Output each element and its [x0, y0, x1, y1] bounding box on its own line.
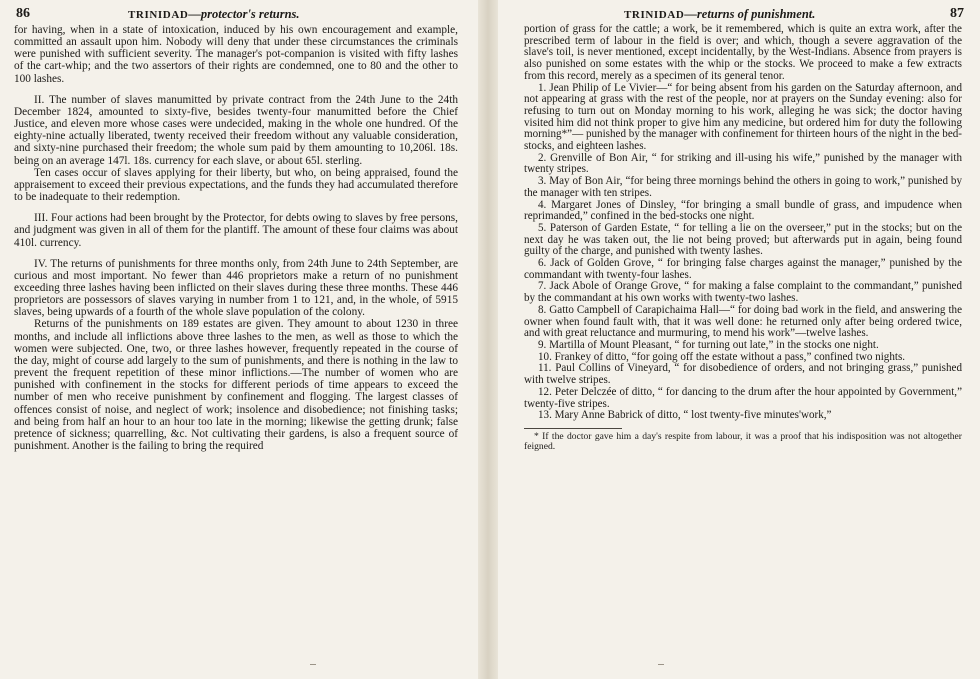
right-page-header: [524, 7, 964, 23]
left-page-body: [14, 24, 458, 452]
list-item: 13. Mary Anne Babrick of ditto, “ lost twenty-five minutes'work,”: [538, 409, 832, 422]
list-item: 2. Grenville of Bon Air, “ for striking and ill-using his wife,” punished by the manager with twenty stripes.: [524, 151, 962, 176]
right-page-body: [524, 24, 962, 453]
list-item: 7. Jack Abole of Orange Grove, “ for making a false complaint to the commandant,” punished by the commandant at his own works with twenty-two lashes.: [524, 280, 962, 305]
left-page-header: [16, 7, 458, 23]
running-head-italic: —protector's returns.: [188, 7, 300, 21]
paragraph-intro: portion of grass for the cattle; a work, be it remembered, which is quite an extra work, after the prescribed term of labour in the field is over; and which, though a severe aggravation of the slave's toil, is never mentioned, except incidentally, by the West-Indians. Absence from prayers is also punished on some estates with the whip or the stocks. We proceed to make a few extracts from this record, merely as a specimen of its general tenor.: [524, 23, 962, 82]
left-page: [0, 0, 478, 679]
list-item: 4. Margaret Jones of Dinsley, “for bringing a small bundle of grass, and impudence when reprimanded,” confined in the bed-stocks one night.: [524, 198, 962, 223]
list-item: 9. Martilla of Mount Pleasant, “ for turning out late,” in the stocks one night.: [538, 338, 879, 351]
paragraph-punishments: Returns of the punishments on 189 estates are given. They amount to about 1230 in three months, and include all inflictions above three lashes to the men, as well as those to which the women were subjected. One, two, or three lashes however, frequently repeated in the course of the day, might of course add largely to the sum of punishments, and there is nothing in the law to prevent the frequent repetition of these minor inflictions.—The number of women who are punished with confinement in the stocks for different periods of time appears to exceed the number of men who receive punishment by confinement and flogging. The largest classes of offences consist of noise, and neglect of work; insolence and disobedience; not finishing tasks; and being from half an hour to an hour too late in the morning; likewise the getting drunk; false pretence of sickness; quarrelling, &c. Not cultivating their gardens, is also a frequent source of punishment. Another is the failing to bring the required: [14, 318, 458, 452]
list-item: 3. May of Bon Air, “for being three mornings behind the others in going to work,” punished by the manager with ten stripes.: [524, 175, 962, 199]
list-item: 6. Jack of Golden Grove, “ for bringing false charges against the manager,” punished by the commandant with twenty-four lashes.: [524, 257, 962, 281]
list-item: 1. Jean Philip of Le Vivier—“ for being absent from his garden on the Saturday afternoon, and not appearing at grass with the rest of the people, nor at prayers on the Sunday evening: also for refusing to turn out on Monday morning to his work, alleging he was sick; the doctor having visited him did not think proper to give him any medicine, but ordered him for duty the following morning*”— punished by the manager with confinement for thirteen hours of the night in the bed-stocks, and eighteen lashes.: [524, 81, 962, 153]
paragraph-continuation: for having, when in a state of intoxication, induced by his own encouragement and example, committed an assault upon him. Nobody will deny that under these circumstances the criminals were punished with sufficient severity. The manager's pot-companion is visited with fifty lashes of the cart-whip; and the two assertors of their rights are condemned, one to 80 and the other to 100 lashes.: [14, 24, 458, 85]
running-head: [128, 7, 300, 22]
paragraph-actions: III. Four actions had been brought by the Protector, for debts owing to slaves by free persons, and judgment was given in all of them for the plantiff. The amount of these four claims was about 410l. currency.: [14, 212, 458, 249]
book-gutter: [478, 0, 498, 679]
running-head-caps: TRINIDAD: [128, 9, 189, 21]
list-item: 12. Peter Delczée of ditto, “ for dancing to the drum after the hour appointed by Government,” twenty-five stripes.: [524, 385, 962, 410]
running-head: [624, 7, 815, 22]
list-item: 10. Frankey of ditto, “for going off the estate without a pass,” confined two nights.: [538, 350, 906, 363]
list-item: 11. Paul Collins of Vineyard, “ for disobedience of orders, and not bringing grass,” punished with twelve stripes.: [524, 362, 962, 387]
page-number: 87: [950, 6, 964, 21]
list-item: 5. Paterson of Garden Estate, “ for telling a lie on the overseer,” put in the stocks; but on the next day he was taken out, the lie not being proved; but afterwards put in again, being found guilty of the charge, and punished with twenty lashes.: [524, 221, 962, 258]
footnote-rule: [524, 428, 622, 429]
running-head-italic: —returns of punishment.: [684, 7, 816, 21]
list-item: 8. Gatto Campbell of Carapichaima Hall—“ for doing bad work in the field, and answering the owner when found fault with, that it was well done: he returned only after being ordered twice, and with great reluctance and murmuring, to mend his work”—twelve lashes.: [524, 303, 962, 340]
page-number: 86: [16, 6, 30, 21]
paragraph-returns: IV. The returns of punishments for three months only, from 24th June to 24th September, are curious and most important. No fewer than 446 proprietors make a return of no punishment exceeding three lashes having been inflicted on their slaves during these three months. These 446 proprietors are possessors of slaves varying in number from 1 to 121, and, in the whole, of 5915 slaves, being upwards of a fourth of the whole slave population of the colony.: [14, 257, 458, 319]
running-head-caps: TRINIDAD: [624, 9, 685, 21]
footnote: * If the doctor gave him a day's respite from labour, it was a proof that his indisposition was not altogether feigned.: [524, 430, 962, 453]
paragraph-manumissions: II. The number of slaves manumitted by private contract from the 24th June to the 24th December 1824, amounted to sixty-five, besides twenty-four manumitted before the Chief Justice, and eleven more whose cases were undecided, making in the whole one hundred. Of the eighty-nine actually liberated, twenty received their freedom without any valuable consideration, and sixty-nine purchased their freedom; the whole sum paid by them amounting to 10,206l. 18s. being on an average 147l. 18s. currency for each slave, or about 65l. sterling.: [14, 93, 458, 167]
paragraph-appraisement: Ten cases occur of slaves applying for their liberty, but who, on being appraised, found the appraisement to exceed their previous expectations, and the funds they had accumulated therefore to be inadequate to their redemption.: [14, 166, 458, 204]
right-page: [498, 0, 976, 679]
page-mark: [310, 664, 316, 665]
page-mark: [658, 664, 664, 665]
